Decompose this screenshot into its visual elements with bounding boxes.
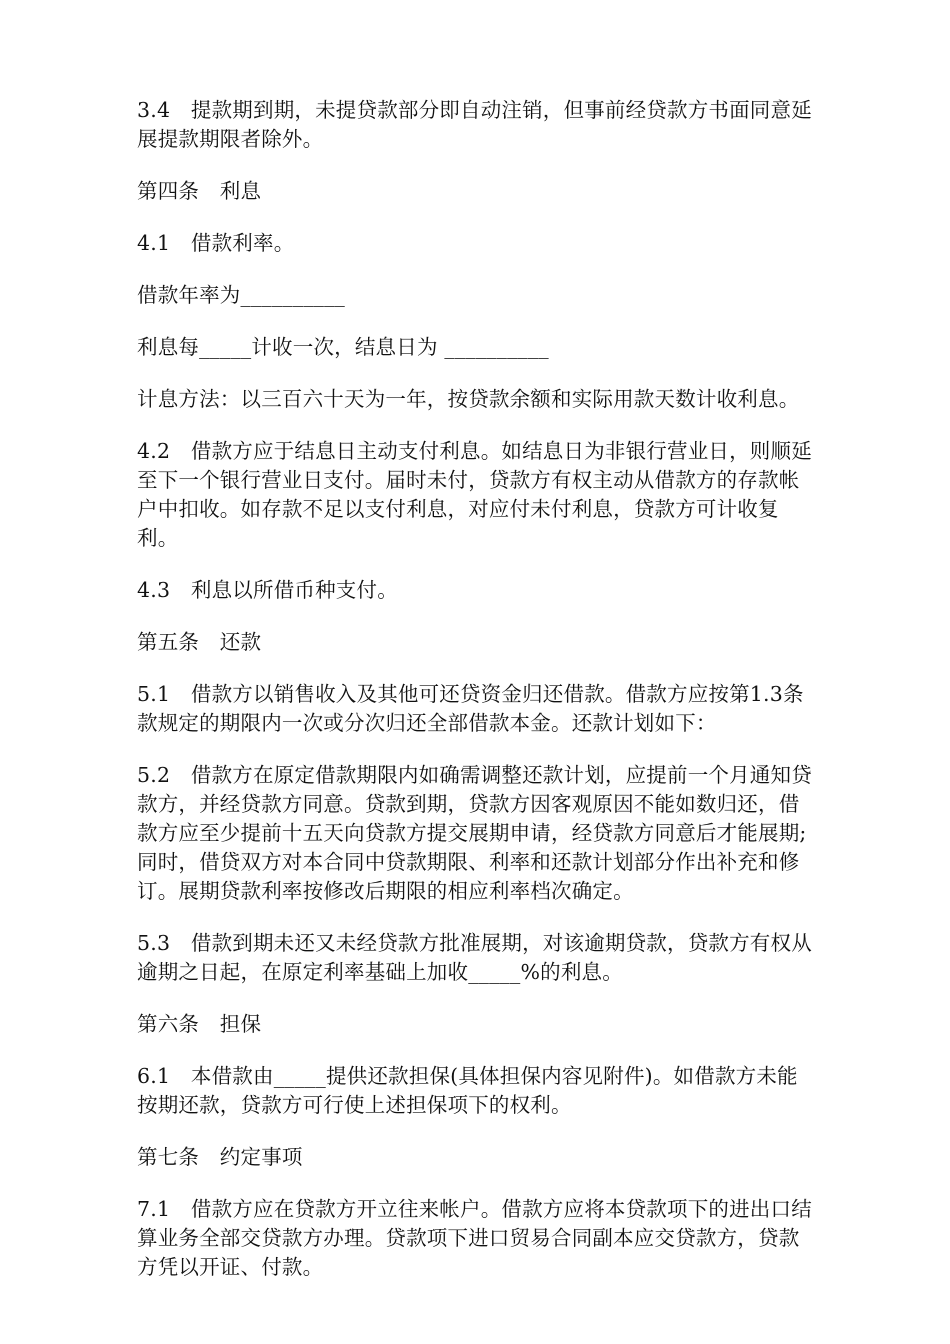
article-6-heading: 第六条 担保	[137, 1012, 262, 1036]
interest-method: 计息方法：以三百六十天为一年，按贷款余额和实际用款天数计收利息。	[137, 387, 800, 411]
article-4-heading: 第四条 利息	[137, 179, 262, 203]
clause-5-1: 5.1 借款方以销售收入及其他可还贷资金归还借款。借款方应按第1.3条款规定的期限内一次或分次归还全部借款本金。还款计划如下：	[137, 682, 804, 735]
clause-3-4: 3.4 提款期到期，未提贷款部分即自动注销，但事前经贷款方书面同意延展提款期限者除外。	[137, 98, 812, 151]
document-page	[137, 96, 817, 1305]
article-7-heading: 第七条 约定事项	[137, 1145, 303, 1169]
article-5-heading: 第五条 还款	[137, 630, 262, 654]
clause-4-3: 4.3 利息以所借币种支付。	[137, 578, 398, 602]
annual-rate-line: 借款年率为__________	[137, 283, 345, 307]
interest-settlement-line: 利息每_____计收一次，结息日为 __________	[137, 335, 549, 359]
clause-5-2: 5.2 借款方在原定借款期限内如确需调整还款计划，应提前一个月通知贷款方，并经贷款方同意。贷款到期，贷款方因客观原因不能如数归还，借款方应至少提前十五天向贷款方提交展期申请，经贷款方同意后才能展期;同时，借贷双方对本合同中贷款期限、利率和还款计划部分作出补充和修订。展期贷款利率按修改后期限的相应利率档次确定。	[137, 763, 812, 903]
clause-4-2: 4.2 借款方应于结息日主动支付利息。如结息日为非银行营业日，则顺延至下一个银行营业日支付。届时未付，贷款方有权主动从借款方的存款帐户中扣收。如存款不足以支付利息，对应付未付利息，贷款方可计收复利。	[137, 439, 812, 550]
clause-5-3: 5.3 借款到期未还又未经贷款方批准展期，对该逾期贷款，贷款方有权从逾期之日起，在原定利率基础上加收_____%的利息。	[137, 931, 812, 984]
clause-4-1: 4.1 借款利率。	[137, 231, 295, 255]
clause-6-1: 6.1 本借款由_____提供还款担保(具体担保内容见附件)。如借款方未能按期还款，贷款方可行使上述担保项下的权利。	[137, 1064, 798, 1117]
clause-7-1: 7.1 借款方应在贷款方开立往来帐户。借款方应将本贷款项下的进出口结算业务全部交贷款方办理。贷款项下进口贸易合同副本应交贷款方，贷款方凭以开证、付款。	[137, 1197, 812, 1279]
